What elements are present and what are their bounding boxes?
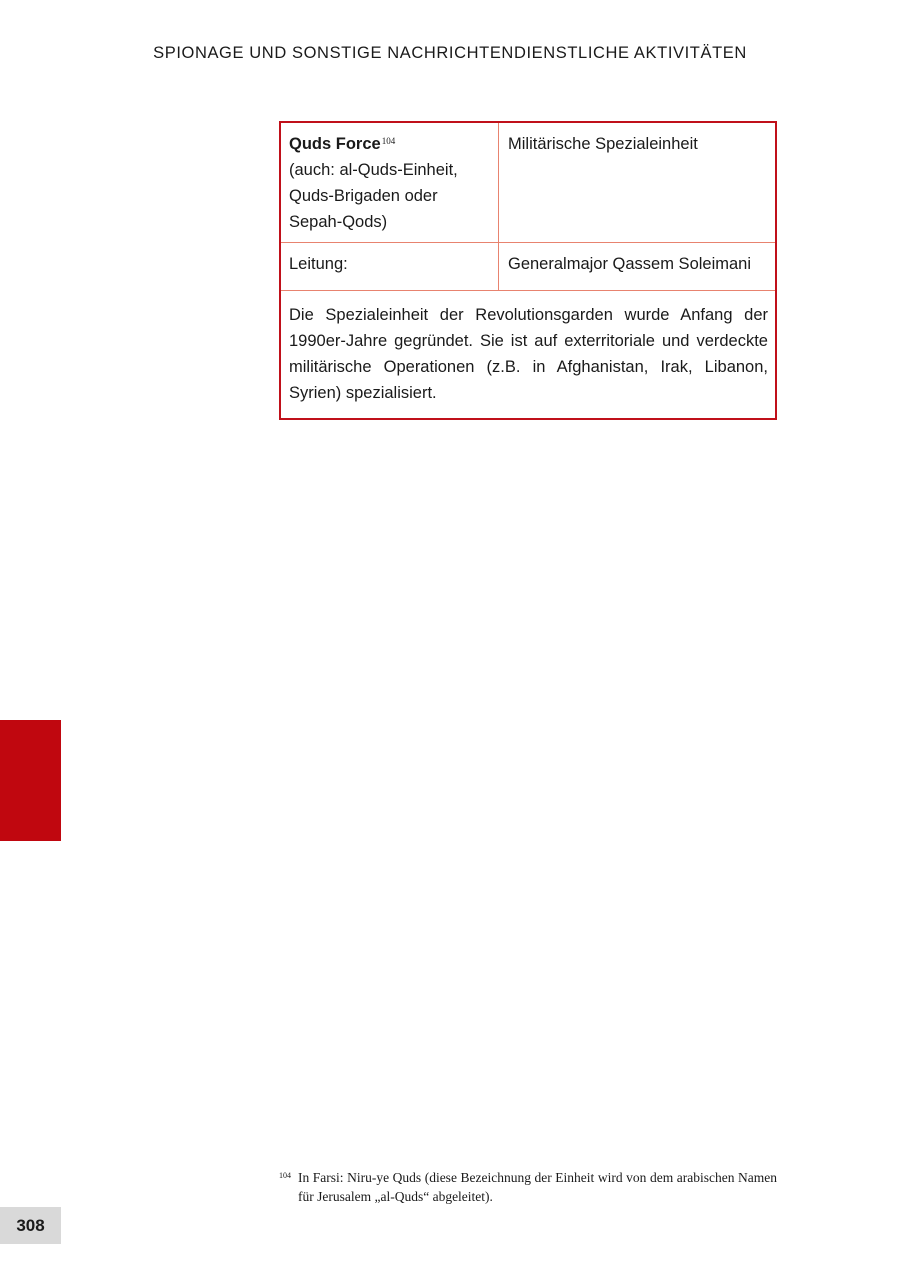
organization-type-cell [499, 123, 775, 242]
organization-type: Militärische Spezialeinheit [508, 135, 698, 153]
page-number: 308 [0, 1207, 61, 1244]
footnote-reference: 104 [381, 136, 396, 146]
alias-line: Sepah-Qods) [289, 213, 388, 231]
footnote-number: 104 [279, 1171, 291, 1180]
leadership-value-cell [499, 243, 775, 290]
footnote [279, 1168, 777, 1206]
alias-line: Quds-Brigaden oder [289, 187, 438, 205]
leadership-value: Generalmajor Qassem Soleimani [508, 255, 752, 273]
organization-name: Quds Force [289, 135, 381, 153]
table-row [281, 123, 775, 243]
leadership-label: Leitung: [289, 255, 348, 273]
table-row [281, 243, 775, 291]
leadership-label-cell [281, 243, 499, 290]
running-header: SPIONAGE UND SONSTIGE NACHRICHTENDIENSTLICHE AKTIVITÄTEN [153, 44, 747, 62]
chapter-side-tab [0, 720, 61, 841]
footnote-text: In Farsi: Niru-ye Quds (diese Bezeichnung der Einheit wird von dem arabischen Namen für Jerusalem „al-Quds“ abgeleitet). [298, 1170, 777, 1204]
organization-name-cell [281, 123, 499, 242]
description-text: Die Spezialeinheit der Revolutionsgarden wurde Anfang der 1990er-Jahre gegründet. Sie ist auf exterritoriale und verdeckte militärische Operationen (z.B. in Afghanistan, Irak, Libanon, Syrien) spezialisiert. [289, 306, 768, 402]
info-table [279, 121, 777, 420]
alias-line: (auch: al-Quds-Einheit, [289, 161, 458, 179]
